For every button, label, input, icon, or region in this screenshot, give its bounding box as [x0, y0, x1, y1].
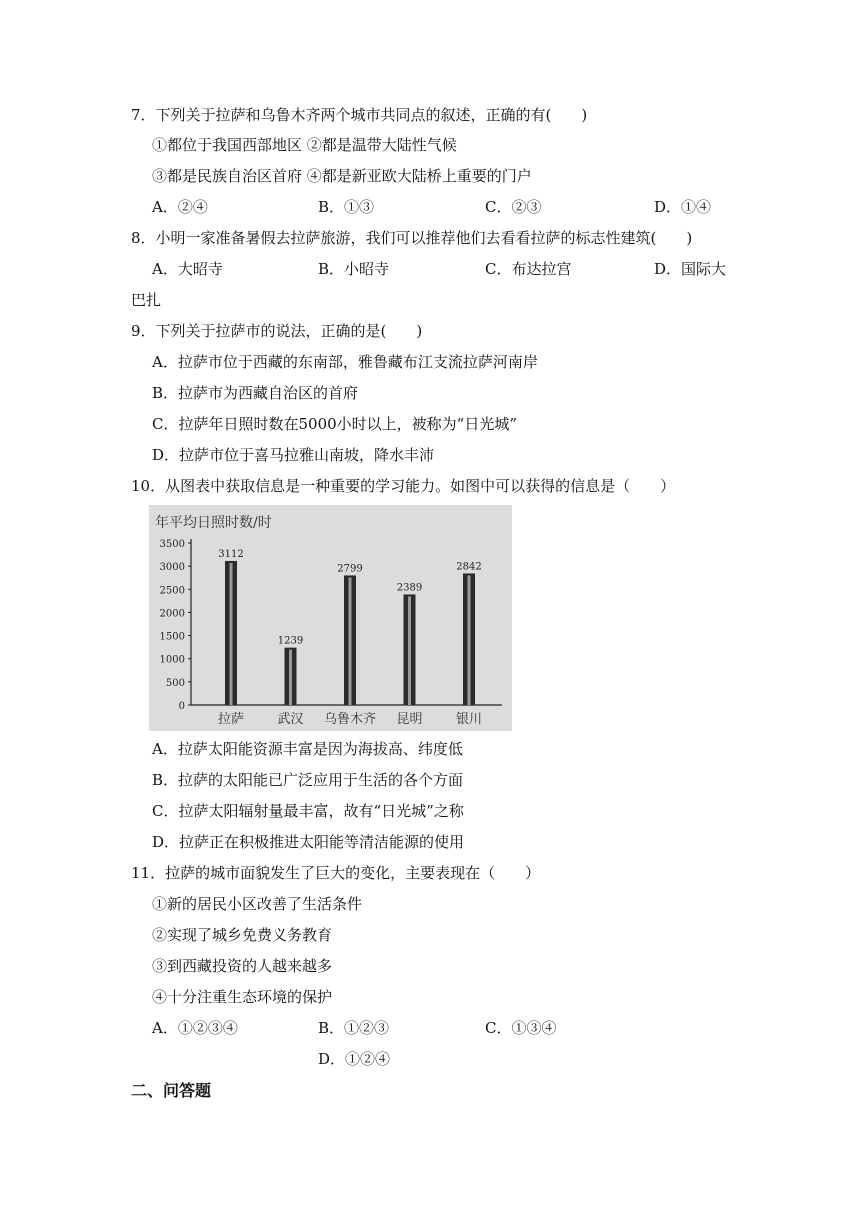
q10-option-a: A．拉萨太阳能资源丰富是因为海拔高、纬度低 [152, 740, 463, 758]
q11-item-3: ③到西藏投资的人越来越多 [152, 957, 333, 975]
q11-item-4: ④十分注重生态环境的保护 [152, 988, 333, 1006]
value-label-2: 1239 [277, 635, 304, 647]
q8-stem: 8．小明一家准备暑假去拉萨旅游，我们可以推荐他们去看看拉萨的标志性建筑( ) [131, 229, 693, 247]
q8-option-d: D．国际大 [654, 260, 727, 278]
q11-option-d: D．①②④ [318, 1050, 391, 1068]
value-label-1: 3112 [218, 548, 244, 560]
q10-option-c: C．拉萨太阳辐射量最丰富，故有“日光城”之称 [152, 802, 464, 820]
y-tick-label: 3000 [159, 562, 185, 574]
q11-stem: 11．拉萨的城市面貌发生了巨大的变化，主要表现在（ ） [131, 864, 541, 882]
bar-stripe-1 [230, 563, 233, 705]
bar-stripe-3 [349, 577, 352, 705]
y-tick-label: 1500 [159, 631, 185, 643]
chart-title: 年平均日照时数/时 [155, 515, 272, 531]
chart-svg [149, 505, 512, 731]
q11-item-1: ①新的居民小区改善了生活条件 [152, 895, 363, 913]
q7-option-b: B．①③ [318, 198, 375, 216]
q8-option-c: C．布达拉宫 [485, 260, 572, 278]
bar-stripe-4 [408, 596, 411, 705]
q11-option-a: A．①②③④ [152, 1019, 238, 1037]
category-label-2: 武汉 [277, 712, 304, 727]
y-tick-label: 3500 [159, 539, 185, 550]
q10-option-b: B．拉萨的太阳能已广泛应用于生活的各个方面 [152, 771, 464, 789]
q11-item-2: ②实现了城乡免费义务教育 [152, 926, 333, 944]
q8-option-b: B．小昭寺 [318, 260, 390, 278]
y-tick-label: 1000 [159, 654, 185, 666]
y-tick-label: 500 [165, 677, 185, 689]
q10-stem: 10．从图表中获取信息是一种重要的学习能力。如图中可以获得的信息是（ ） [131, 477, 676, 495]
bar-stripe-2 [289, 650, 292, 705]
sunshine-hours-chart [149, 505, 512, 731]
q11-option-b: B．①②③ [318, 1019, 390, 1037]
value-label-5: 2842 [456, 561, 482, 573]
value-label-4: 2389 [396, 582, 423, 594]
q9-option-d: D．拉萨市位于喜马拉雅山南坡，降水丰沛 [152, 446, 435, 464]
q8-option-d-wrap: 巴扎 [131, 291, 162, 309]
category-label-1: 拉萨 [217, 712, 245, 727]
q9-option-a: A．拉萨市位于西藏的东南部，雅鲁藏布江支流拉萨河南岸 [152, 353, 538, 371]
q7-option-a: A．②④ [152, 198, 208, 216]
value-label-3: 2799 [337, 563, 363, 575]
y-tick-label: 2500 [159, 585, 185, 597]
section-heading: 二、问答题 [131, 1081, 212, 1100]
q7-item-1: ①都位于我国西部地区 ②都是温带大陆性气候 [152, 136, 457, 154]
q7-option-d: D．①④ [654, 198, 712, 216]
y-tick-label: 0 [178, 701, 185, 712]
q9-stem: 9．下列关于拉萨市的说法，正确的是( ) [131, 322, 423, 340]
q10-option-d: D．拉萨正在积极推进太阳能等清洁能源的使用 [152, 833, 465, 851]
q9-option-b: B．拉萨市为西藏自治区的首府 [152, 384, 359, 402]
q8-option-a: A．大昭寺 [152, 260, 223, 278]
category-label-4: 昆明 [396, 712, 423, 727]
q7-option-c: C．②③ [485, 198, 542, 216]
category-label-3: 乌鲁木齐 [323, 712, 377, 727]
y-tick-label: 2000 [159, 608, 185, 620]
q7-item-2: ③都是民族自治区首府 ④都是新亚欧大陆桥上重要的门户 [152, 167, 532, 185]
q7-stem: 7．下列关于拉萨和乌鲁木齐两个城市共同点的叙述，正确的有( ) [131, 106, 588, 124]
q9-option-c: C．拉萨年日照时数在5000小时以上，被称为“日光城” [152, 415, 517, 433]
q11-option-c: C．①③④ [485, 1019, 557, 1037]
bar-stripe-5 [468, 575, 471, 705]
category-label-5: 银川 [455, 712, 483, 727]
